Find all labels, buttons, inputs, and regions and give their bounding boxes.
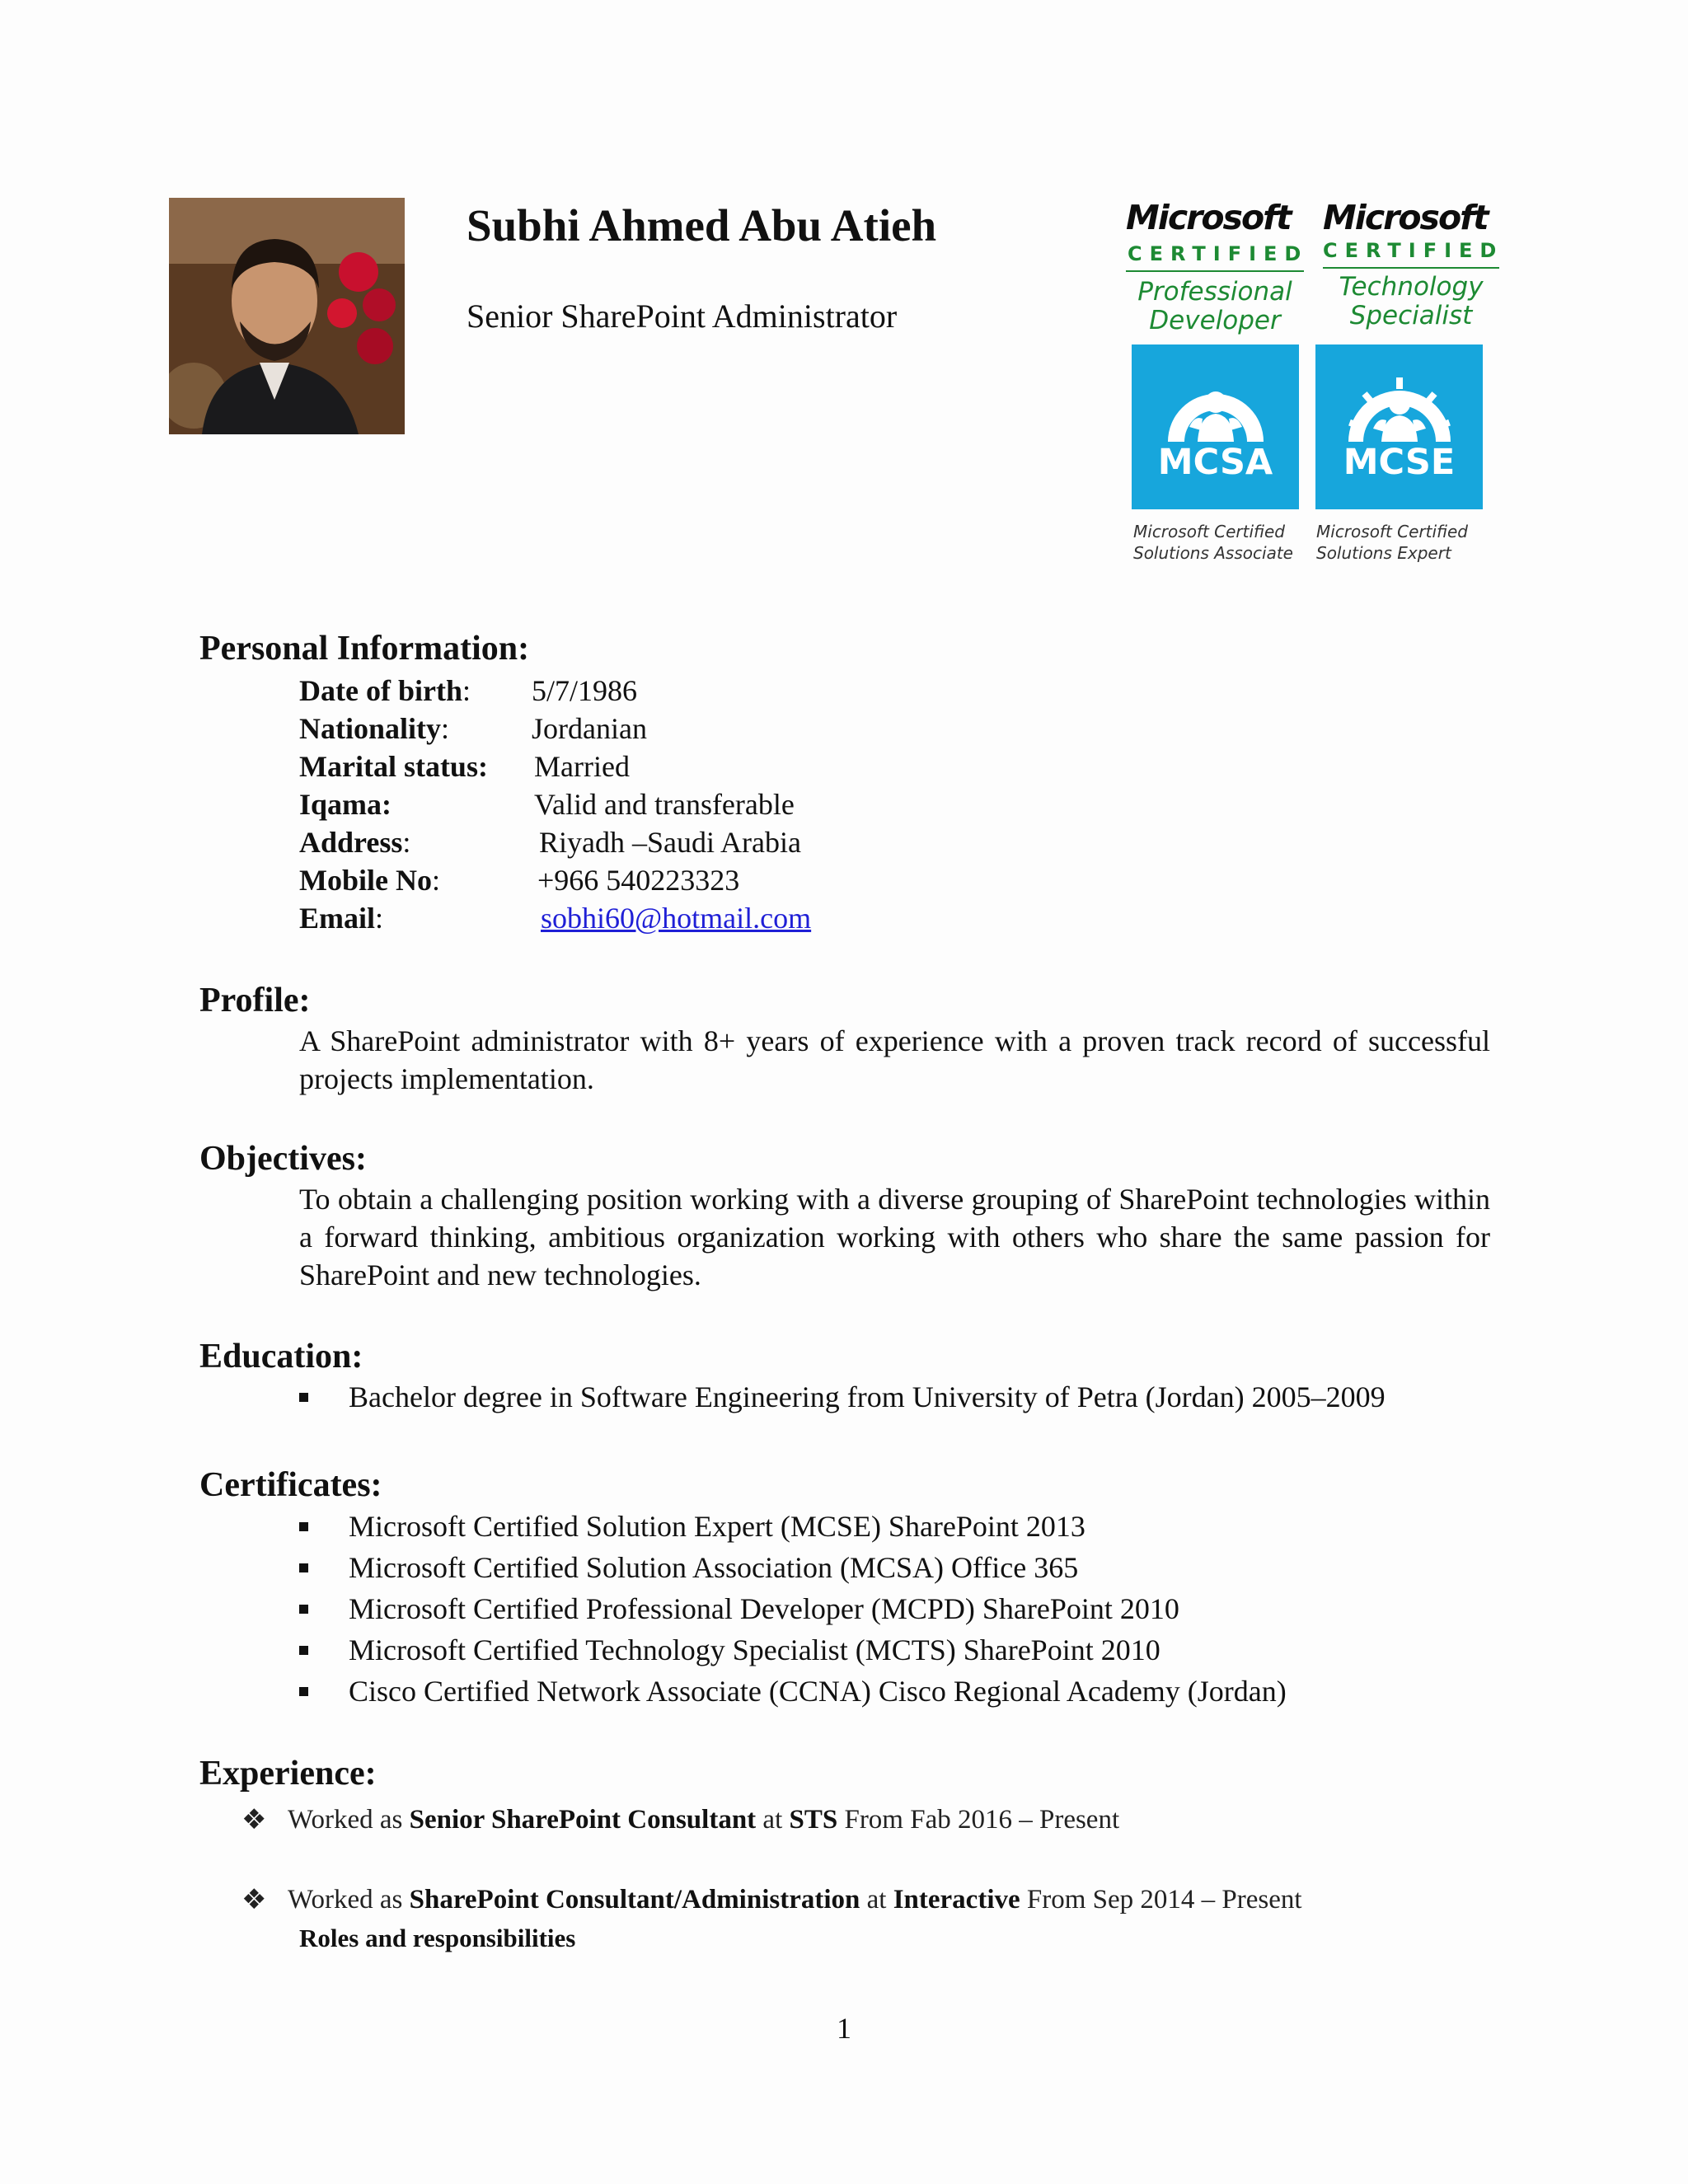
diamond-bullet-icon: ❖ (241, 1803, 267, 1836)
nationality-value: Jordanian (532, 712, 647, 745)
mobile-value: +966 540223323 (537, 864, 740, 897)
personal-information-heading: Personal Information: (199, 630, 530, 668)
role-professional-developer: Professional Developer (1137, 277, 1292, 335)
experience-heading: Experience: (199, 1755, 377, 1793)
mobile-label: Mobile No: (299, 864, 440, 897)
microsoft-logo-left: Microsoft (1126, 198, 1291, 237)
certified-person-gear-icon (1315, 344, 1483, 509)
mcse-badge (1315, 344, 1483, 509)
experience-item: ❖ Worked as SharePoint Consultant/Administration at Interactive From Sep 2014 – Present (241, 1883, 1302, 1916)
certificate-item: Microsoft Certified Solution Expert (MCSE) SharePoint 2013 (299, 1509, 1085, 1544)
square-bullet-icon (299, 1687, 308, 1696)
nationality-label: Nationality: (299, 712, 450, 745)
square-bullet-icon (299, 1563, 308, 1572)
dob-label: Date of birth: (299, 674, 471, 707)
certified-label-left: CERTIFIED (1128, 242, 1309, 265)
microsoft-logo-right: Microsoft (1323, 198, 1488, 237)
objectives-heading: Objectives: (199, 1140, 367, 1178)
certified-rule-left (1126, 270, 1304, 272)
certificate-item: Microsoft Certified Technology Specialist (MCTS) SharePoint 2010 (299, 1633, 1160, 1667)
mcsa-label: MCSA (1157, 442, 1273, 483)
marital-status-label: Marital status: (299, 750, 488, 783)
job-title: Senior SharePoint Administrator (467, 298, 898, 335)
certified-person-icon (1132, 344, 1299, 509)
page-number: 1 (837, 2012, 851, 2045)
diamond-bullet-icon: ❖ (241, 1883, 267, 1916)
experience-item: ❖ Worked as Senior SharePoint Consultant at STS From Fab 2016 – Present (241, 1803, 1120, 1836)
education-heading: Education: (199, 1338, 363, 1376)
marital-status-value: Married (534, 750, 630, 783)
mcsa-badge (1132, 344, 1299, 509)
certified-rule-right (1323, 267, 1499, 269)
square-bullet-icon (299, 1646, 308, 1655)
email-label: Email: (299, 902, 384, 935)
email-link[interactable]: sobhi60@hotmail.com (541, 902, 812, 935)
role-technology-specialist: Technology Specialist (1339, 272, 1484, 330)
certificates-heading: Certificates: (199, 1466, 382, 1504)
profile-text: A SharePoint administrator with 8+ years of experience with a proven track record of successful projects implementation. (299, 1024, 1490, 1095)
certificate-item: Cisco Certified Network Associate (CCNA) Cisco Regional Academy (Jordan) (299, 1674, 1287, 1708)
address-label: Address: (299, 826, 411, 859)
certified-label-right: CERTIFIED (1323, 239, 1504, 262)
square-bullet-icon (299, 1393, 308, 1402)
iqama-label: Iqama: (299, 788, 392, 821)
address-value: Riyadh –Saudi Arabia (539, 826, 801, 859)
mcsa-caption-2: Solutions Associate (1133, 543, 1293, 563)
mcse-caption-2: Solutions Expert (1316, 543, 1451, 563)
certificate-item: Microsoft Certified Professional Developer (MCPD) SharePoint 2010 (299, 1591, 1179, 1626)
mcsa-caption-1: Microsoft Certified (1133, 522, 1285, 541)
square-bullet-icon (299, 1605, 308, 1614)
square-bullet-icon (299, 1522, 308, 1531)
dob-value: 5/7/1986 (532, 674, 638, 707)
objectives-text: To obtain a challenging position working with a diverse grouping of SharePoint technologies within a forward thinking, ambitious organization working with others who share the same passion for SharePoint and new technologies. (299, 1183, 1490, 1291)
profile-heading: Profile: (199, 982, 311, 1019)
education-item: Bachelor degree in Software Engineering from University of Petra (Jordan) 2005–2009 (299, 1380, 1386, 1414)
certificate-item: Microsoft Certified Solution Association (MCSA) Office 365 (299, 1550, 1078, 1585)
iqama-value: Valid and transferable (534, 788, 795, 821)
mcse-label: MCSE (1343, 442, 1456, 483)
roles-heading: Roles and responsibilities (299, 1924, 576, 1952)
profile-photo (169, 198, 405, 434)
mcse-caption-1: Microsoft Certified (1316, 522, 1468, 541)
candidate-name: Subhi Ahmed Abu Atieh (467, 200, 937, 251)
